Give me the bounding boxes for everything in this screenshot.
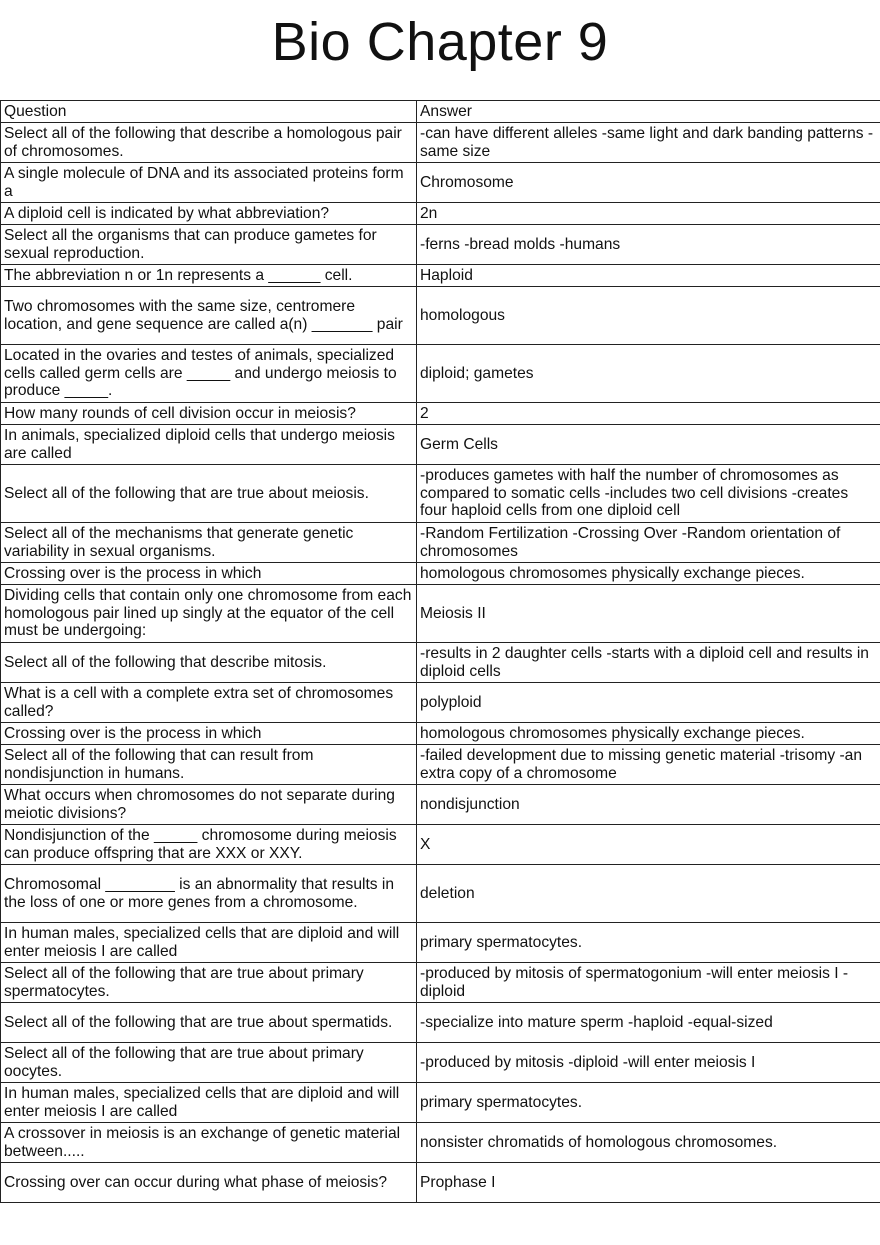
- table-row: [1, 287, 880, 345]
- page-title: Bio Chapter 9: [271, 12, 609, 72]
- answer-cell: X: [417, 825, 880, 865]
- question-cell: Select all of the following that describe a homologous pair of chromosomes.: [1, 123, 417, 163]
- question-cell: A single molecule of DNA and its associated proteins form a: [1, 163, 417, 203]
- answer-cell: -ferns -bread molds -humans: [417, 225, 880, 265]
- answer-cell: primary spermatocytes.: [417, 1083, 880, 1123]
- question-cell: Crossing over can occur during what phase of meiosis?: [1, 1163, 417, 1203]
- answer-cell: Prophase I: [417, 1163, 880, 1203]
- table-row: [1, 425, 880, 465]
- qa-table: [0, 100, 880, 1203]
- column-header-question: Question: [1, 101, 417, 123]
- question-cell: In human males, specialized cells that are diploid and will enter meiosis I are called: [1, 1083, 417, 1123]
- question-cell: A diploid cell is indicated by what abbreviation?: [1, 203, 417, 225]
- table-row: [1, 225, 880, 265]
- answer-cell: 2: [417, 403, 880, 425]
- question-cell: Crossing over is the process in which: [1, 723, 417, 745]
- answer-cell: -specialize into mature sperm -haploid -equal-sized: [417, 1003, 880, 1043]
- question-cell: Select all the organisms that can produce gametes for sexual reproduction.: [1, 225, 417, 265]
- question-cell: Chromosomal ________ is an abnormality that results in the loss of one or more genes from a chromosome.: [1, 865, 417, 923]
- table-row: [1, 203, 880, 225]
- column-header-answer: Answer: [417, 101, 880, 123]
- answer-cell: -can have different alleles -same light and dark banding patterns -same size: [417, 123, 880, 163]
- question-cell: Select all of the following that are true about meiosis.: [1, 465, 417, 523]
- answer-cell: -produced by mitosis -diploid -will enter meiosis I: [417, 1043, 880, 1083]
- table-row: [1, 723, 880, 745]
- answer-cell: homologous: [417, 287, 880, 345]
- table-row: [1, 585, 880, 643]
- answer-cell: homologous chromosomes physically exchange pieces.: [417, 563, 880, 585]
- table-row: [1, 923, 880, 963]
- question-cell: How many rounds of cell division occur in meiosis?: [1, 403, 417, 425]
- answer-cell: deletion: [417, 865, 880, 923]
- question-cell: Crossing over is the process in which: [1, 563, 417, 585]
- table-row: [1, 265, 880, 287]
- table-row: [1, 345, 880, 403]
- answer-cell: homologous chromosomes physically exchange pieces.: [417, 723, 880, 745]
- answer-cell: Chromosome: [417, 163, 880, 203]
- answer-cell: Haploid: [417, 265, 880, 287]
- answer-cell: -Random Fertilization -Crossing Over -Random orientation of chromosomes: [417, 523, 880, 563]
- question-cell: Select all of the following that are true about primary spermatocytes.: [1, 963, 417, 1003]
- table-row: [1, 465, 880, 523]
- question-cell: Nondisjunction of the _____ chromosome during meiosis can produce offspring that are XXX or XXY.: [1, 825, 417, 865]
- table-row: [1, 1083, 880, 1123]
- question-cell: Two chromosomes with the same size, centromere location, and gene sequence are called a(n) _______ pair: [1, 287, 417, 345]
- question-cell: Select all of the following that are true about primary oocytes.: [1, 1043, 417, 1083]
- table-row: [1, 403, 880, 425]
- table-row: [1, 523, 880, 563]
- answer-cell: Meiosis II: [417, 585, 880, 643]
- answer-cell: -produced by mitosis of spermatogonium -will enter meiosis I -diploid: [417, 963, 880, 1003]
- table-row: [1, 865, 880, 923]
- answer-cell: polyploid: [417, 683, 880, 723]
- table-row: [1, 963, 880, 1003]
- question-cell: Select all of the following that describe mitosis.: [1, 643, 417, 683]
- answer-cell: diploid; gametes: [417, 345, 880, 403]
- answer-cell: 2n: [417, 203, 880, 225]
- answer-cell: primary spermatocytes.: [417, 923, 880, 963]
- table-row: [1, 123, 880, 163]
- question-cell: Dividing cells that contain only one chromosome from each homologous pair lined up singly at the equator of the cell must be undergoing:: [1, 585, 417, 643]
- table-row: [1, 785, 880, 825]
- answer-cell: -results in 2 daughter cells -starts with a diploid cell and results in diploid cells: [417, 643, 880, 683]
- table-row: [1, 563, 880, 585]
- answer-cell: -produces gametes with half the number of chromosomes as compared to somatic cells -includes two cell divisions -creates four haploid cells from one diploid cell: [417, 465, 880, 523]
- question-cell: What is a cell with a complete extra set of chromosomes called?: [1, 683, 417, 723]
- answer-cell: -failed development due to missing genetic material -trisomy -an extra copy of a chromosome: [417, 745, 880, 785]
- question-cell: In human males, specialized cells that are diploid and will enter meiosis I are called: [1, 923, 417, 963]
- question-cell: Select all of the mechanisms that generate genetic variability in sexual organisms.: [1, 523, 417, 563]
- question-cell: A crossover in meiosis is an exchange of genetic material between.....: [1, 1123, 417, 1163]
- table-row: [1, 1123, 880, 1163]
- table-row: [1, 1043, 880, 1083]
- question-cell: Select all of the following that can result from nondisjunction in humans.: [1, 745, 417, 785]
- table-header-row: [1, 101, 880, 123]
- table-row: [1, 825, 880, 865]
- answer-cell: Germ Cells: [417, 425, 880, 465]
- question-cell: Located in the ovaries and testes of animals, specialized cells called germ cells are _____ and undergo meiosis to produce _____.: [1, 345, 417, 403]
- table-row: [1, 163, 880, 203]
- table-row: [1, 1163, 880, 1203]
- question-cell: In animals, specialized diploid cells that undergo meiosis are called: [1, 425, 417, 465]
- question-cell: What occurs when chromosomes do not separate during meiotic divisions?: [1, 785, 417, 825]
- question-cell: Select all of the following that are true about spermatids.: [1, 1003, 417, 1043]
- table-row: [1, 1003, 880, 1043]
- table-row: [1, 683, 880, 723]
- table-row: [1, 745, 880, 785]
- answer-cell: nondisjunction: [417, 785, 880, 825]
- answer-cell: nonsister chromatids of homologous chromosomes.: [417, 1123, 880, 1163]
- question-cell: The abbreviation n or 1n represents a ______ cell.: [1, 265, 417, 287]
- table-row: [1, 643, 880, 683]
